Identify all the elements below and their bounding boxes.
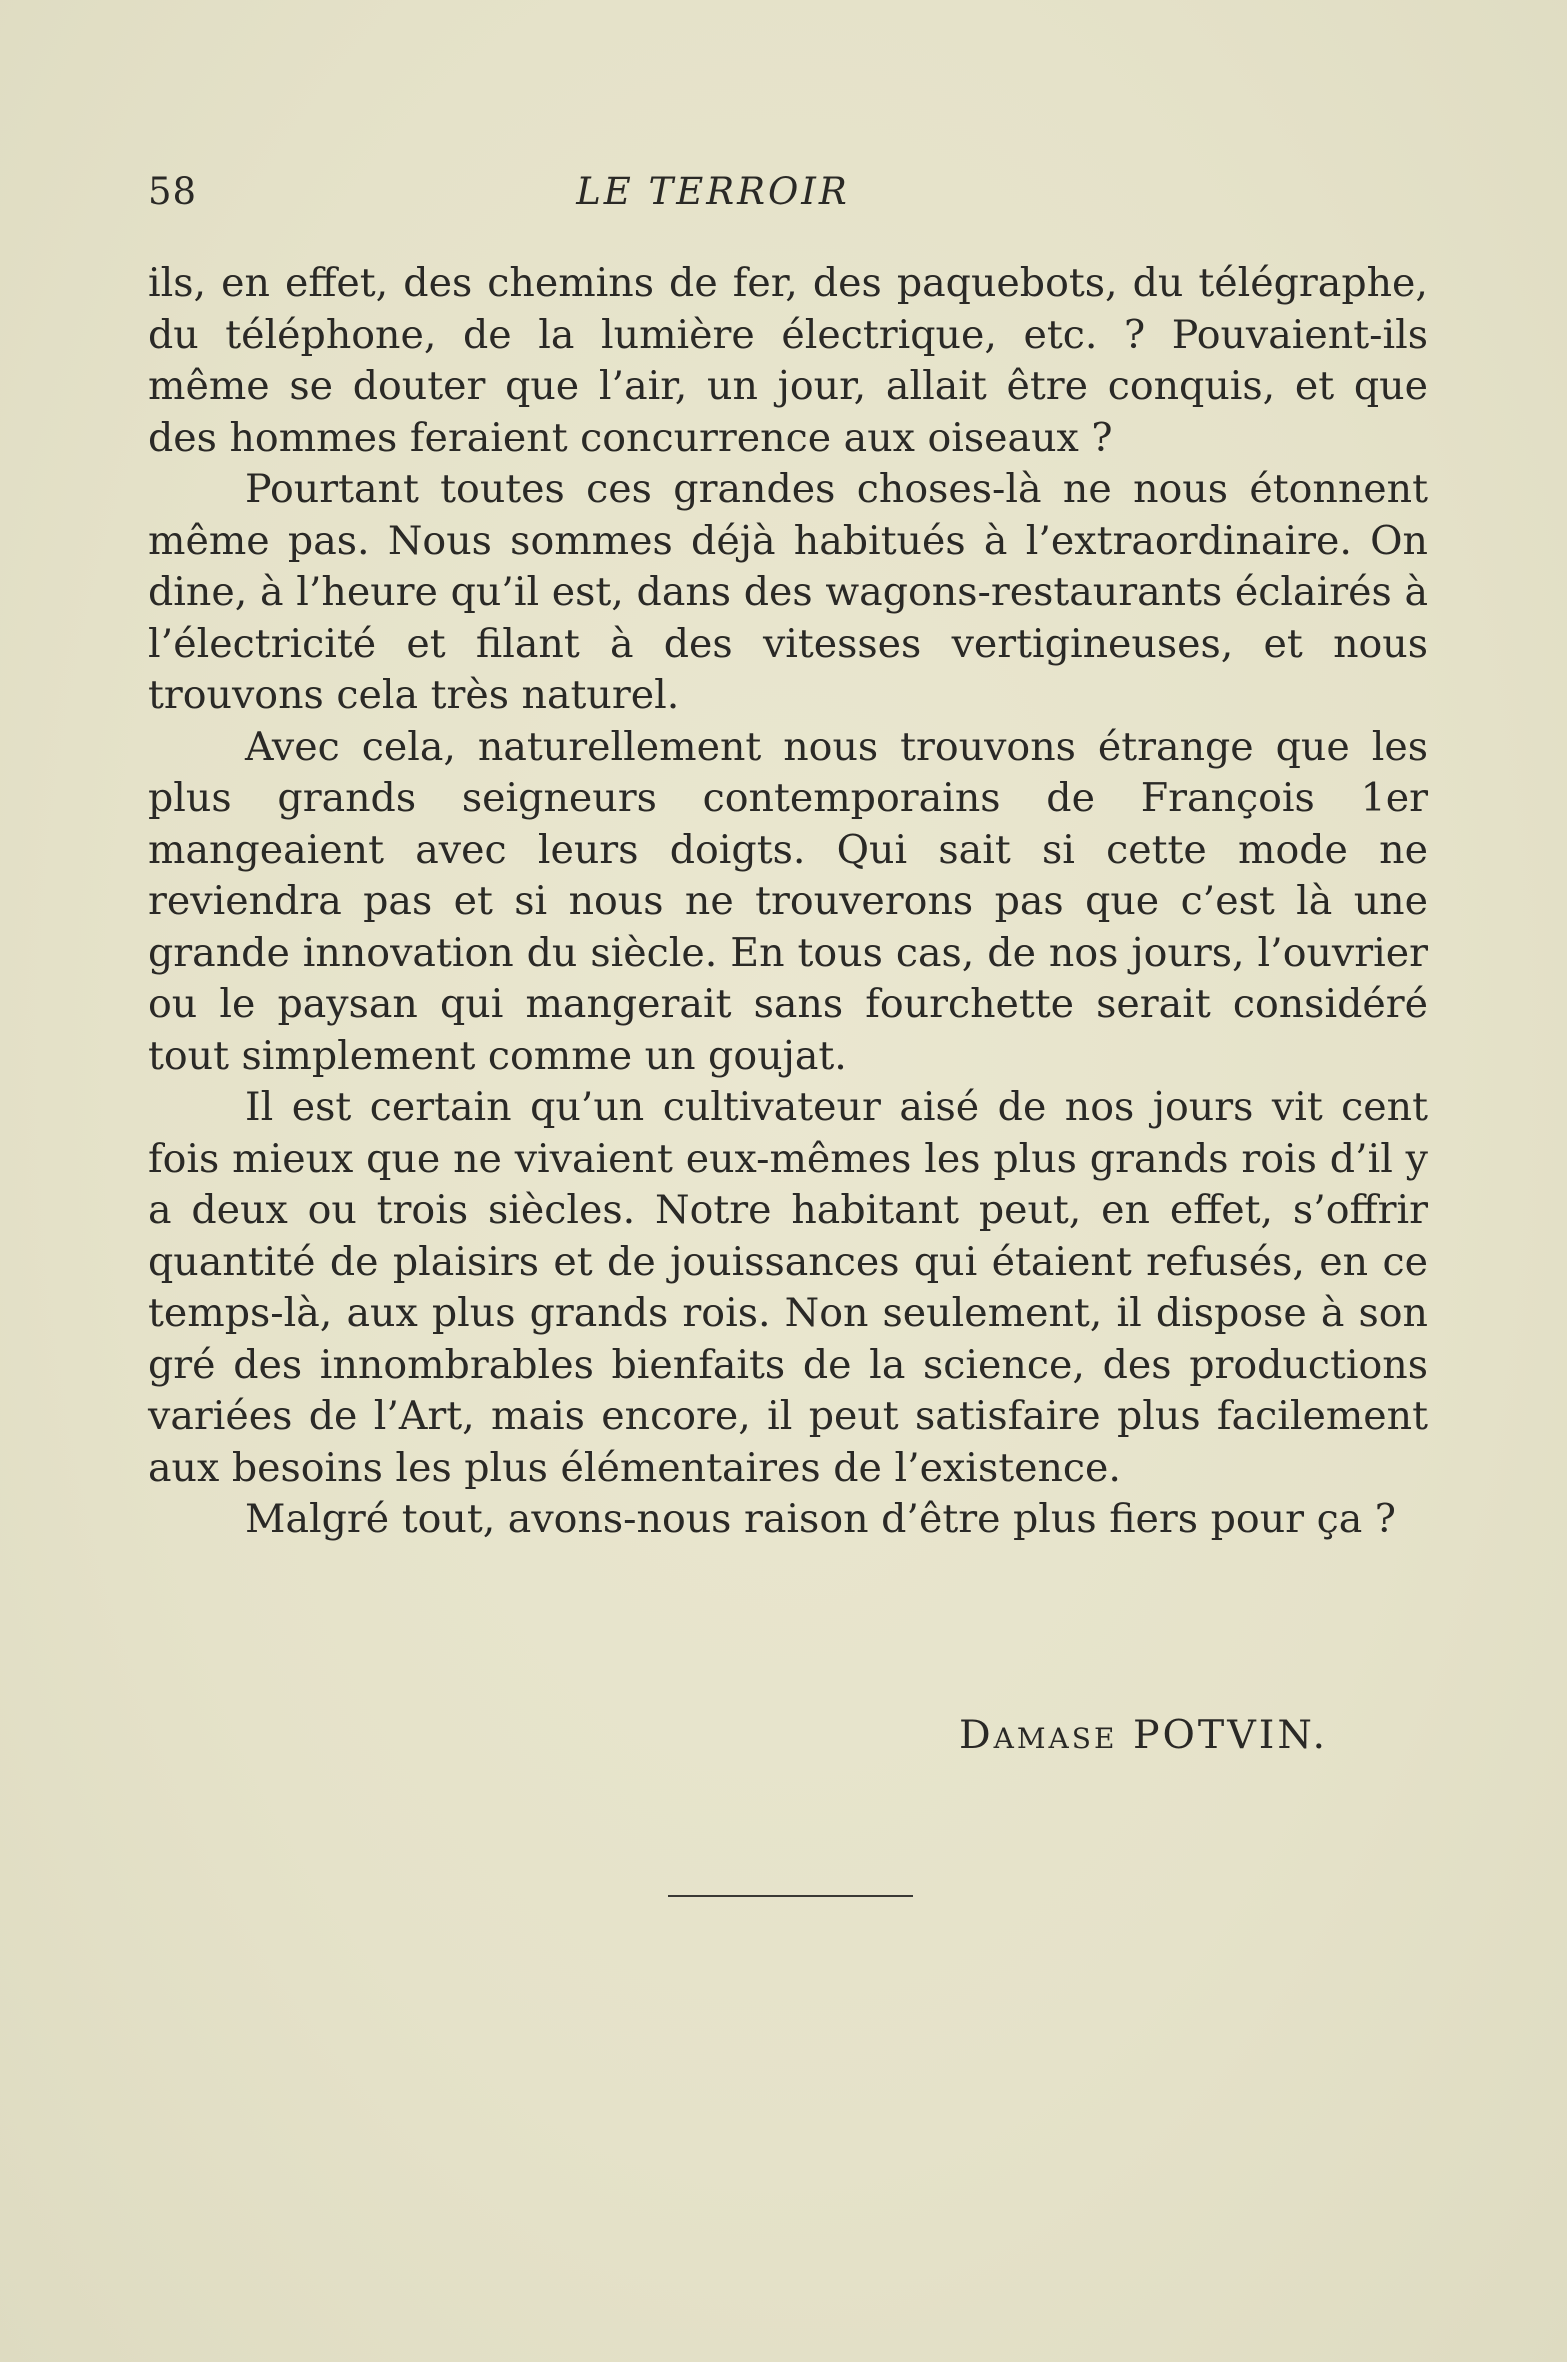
paragraph: ils, en effet, des chemins de fer, des paquebots, du télégraphe, du téléphone, de la lumière électrique, etc. ? Pouvaient-ils même se douter que l’air, un jour, allait être conquis, et que des hommes feraient concurrence aux oiseaux ? [148,260,1428,461]
paragraph: Pourtant toutes ces grandes choses-là ne nous étonnent même pas. Nous sommes déjà habitués à l’extraordinaire. On dine, à l’heure qu’il est, dans des wagons-restaurants éclairés à l’électricité et filant à des vitesses vertigineuses, et nous trouvons cela très naturel. [148,466,1428,718]
author-first-name: Damase [959,1712,1118,1758]
paragraph: Il est certain qu’un cultivateur aisé de nos jours vit cent fois mieux que ne vivaient eux-mêmes les plus grands rois d’il y a deux ou trois siècles. Notre habitant peut, en effet, s’offrir quantité de plaisirs et de jouissances qui étaient refusés, en ce temps-là, aux plus grands rois. Non seulement, il dispose à son gré des innombrables bienfaits de la science, des productions variées de l’Art, mais encore, il peut satisfaire plus facilement aux besoins les plus élémentaires de l’existence. [148,1084,1428,1491]
paragraph: Avec cela, naturellement nous trouvons étrange que les plus grands seigneurs contemporains de François 1er mangeaient avec leurs doigts. Qui sait si cette mode ne reviendra pas et si nous ne trouverons pas que c’est là une grande innovation du siècle. En tous cas, de nos jours, l’ouvrier ou le paysan qui mangerait sans fourchette serait considéré tout simplement comme un goujat. [148,723,1428,1079]
end-rule [668,1895,913,1897]
page-number: 58 [148,170,198,213]
author-signature [148,1712,1328,1758]
journal-title: LE TERROIR [576,170,850,213]
author-last-name: POTVIN. [1132,1712,1328,1758]
article-body [148,258,1428,1546]
running-head [148,170,1428,230]
paragraph: Malgré tout, avons-nous raison d’être plus fiers pour ça ? [245,1496,1396,1542]
